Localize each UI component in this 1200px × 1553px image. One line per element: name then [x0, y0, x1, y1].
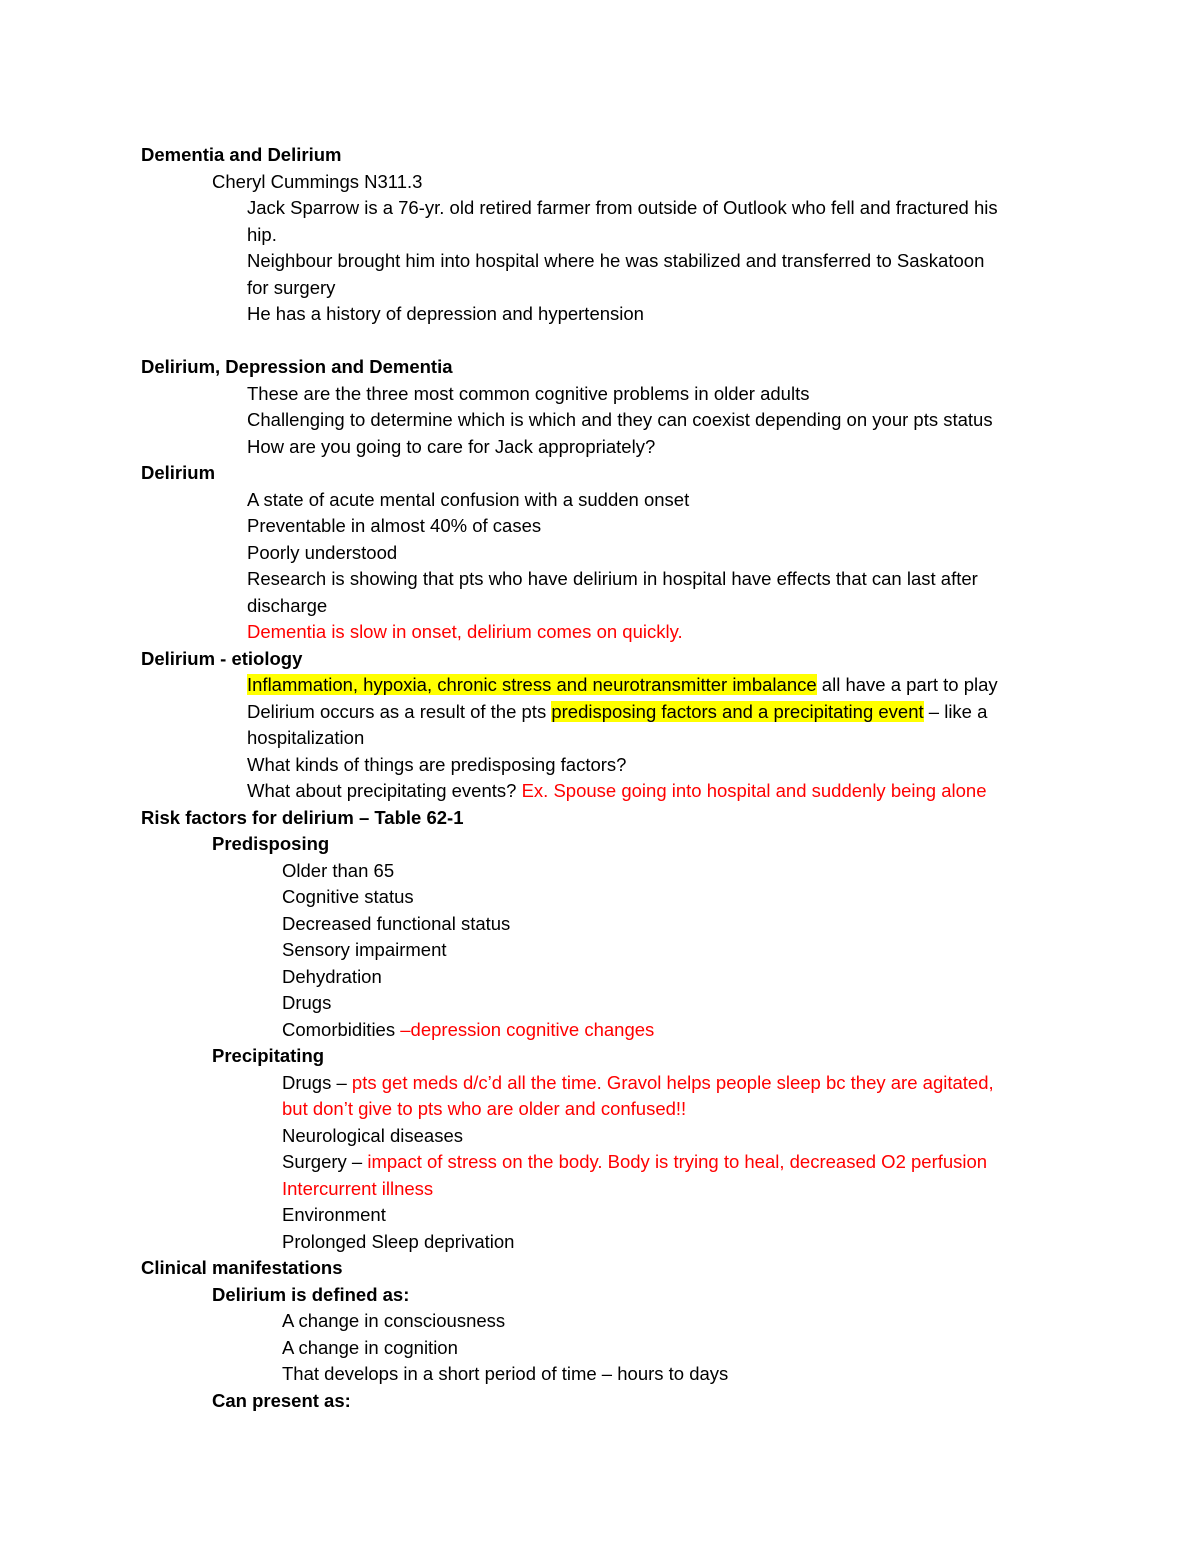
list-item: Jack Sparrow is a 76-yr. old retired farmer from outside of Outlook who fell and fractured his: [247, 197, 998, 218]
list-item: Sensory impairment: [282, 939, 447, 960]
section-heading-etiology: Delirium - etiology: [141, 647, 303, 669]
list-item: What about precipitating events? Ex. Spouse going into hospital and suddenly being alone: [247, 780, 987, 801]
section-heading-delirium: Delirium: [141, 462, 216, 483]
author-line: Cheryl Cummings N311.3: [212, 170, 423, 192]
list-item: Drugs: [282, 992, 332, 1013]
red-note-continuation: Intercurrent illness: [282, 1177, 434, 1199]
list-item: Surgery – impact of stress on the body. Body is trying to heal, decreased O2 perfusion: [282, 1151, 988, 1172]
list-item: A state of acute mental confusion with a sudden onset: [247, 488, 690, 510]
list-item: That develops in a short period of time – hours to days: [282, 1363, 729, 1384]
red-note: –depression cognitive changes: [400, 1018, 655, 1040]
list-item: Cognitive status: [282, 886, 414, 907]
list-item: A change in consciousness: [282, 1310, 506, 1331]
subheading-predisposing: Predisposing: [212, 833, 330, 854]
list-item-continuation: hospitalization: [247, 727, 365, 748]
list-item: Research is showing that pts who have delirium in hospital have effects that can last after: [247, 568, 978, 589]
subheading-present: Can present as:: [212, 1389, 351, 1411]
document-page: [141, 142, 1081, 1414]
red-note: Ex. Spouse going into hospital and suddenly being alone: [521, 780, 987, 801]
list-item: Challenging to determine which is which and they can coexist depending on your pts status: [247, 409, 993, 430]
red-note: Dementia is slow in onset, delirium comes on quickly.: [247, 621, 683, 642]
red-note: impact of stress on the body. Body is trying to heal, decreased O2 perfusion: [367, 1151, 988, 1172]
list-item: A change in cognition: [282, 1336, 458, 1358]
list-item: Comorbidities –depression cognitive changes: [282, 1018, 655, 1040]
list-item: These are the three most common cognitive problems in older adults: [247, 382, 810, 404]
list-item: Delirium occurs as a result of the pts predisposing factors and a precipitating event – like a: [247, 700, 988, 722]
list-item: Drugs – pts get meds d/c’d all the time. Gravol helps people sleep bc they are agitated,: [282, 1071, 994, 1093]
list-item: Neurological diseases: [282, 1124, 463, 1146]
subheading-defined: Delirium is defined as:: [212, 1283, 410, 1305]
list-item: Preventable in almost 40% of cases: [247, 515, 542, 536]
red-note: pts get meds d/c’d all the time. Gravol helps people sleep bc they are agitated,: [351, 1071, 994, 1093]
highlighted-text: Inflammation, hypoxia, chronic stress and neurotransmitter imbalance: [247, 674, 817, 695]
list-item: Dehydration: [282, 965, 382, 987]
section-heading-risk: Risk factors for delirium – Table 62-1: [141, 806, 464, 828]
list-item: Inflammation, hypoxia, chronic stress and neurotransmitter imbalance all have a part to play: [247, 674, 998, 695]
list-item-continuation: discharge: [247, 594, 328, 616]
section-heading-clinical: Clinical manifestations: [141, 1257, 343, 1278]
subheading-precipitating: Precipitating: [212, 1045, 325, 1066]
list-item: He has a history of depression and hypertension: [247, 303, 644, 324]
blank-line: [141, 328, 1081, 355]
list-item-continuation: for surgery: [247, 276, 336, 298]
list-item: How are you going to care for Jack appropriately?: [247, 435, 656, 457]
list-item: Environment: [282, 1204, 386, 1225]
list-item: Neighbour brought him into hospital where he was stabilized and transferred to Saskatoon: [247, 250, 985, 271]
document-title: Dementia and Delirium: [141, 144, 342, 165]
list-item: Older than 65: [282, 859, 395, 881]
list-item: What kinds of things are predisposing factors?: [247, 753, 627, 775]
list-item: [141, 619, 1081, 646]
list-item-continuation: hip.: [247, 223, 277, 245]
highlighted-text: predisposing factors and a precipitating event: [551, 700, 924, 722]
red-note-continuation: but don’t give to pts who are older and confused!!: [282, 1098, 687, 1119]
section-heading-ddd: Delirium, Depression and Dementia: [141, 356, 453, 377]
list-item: Decreased functional status: [282, 912, 511, 934]
list-item: Prolonged Sleep deprivation: [282, 1230, 515, 1252]
list-item: Poorly understood: [247, 541, 398, 563]
